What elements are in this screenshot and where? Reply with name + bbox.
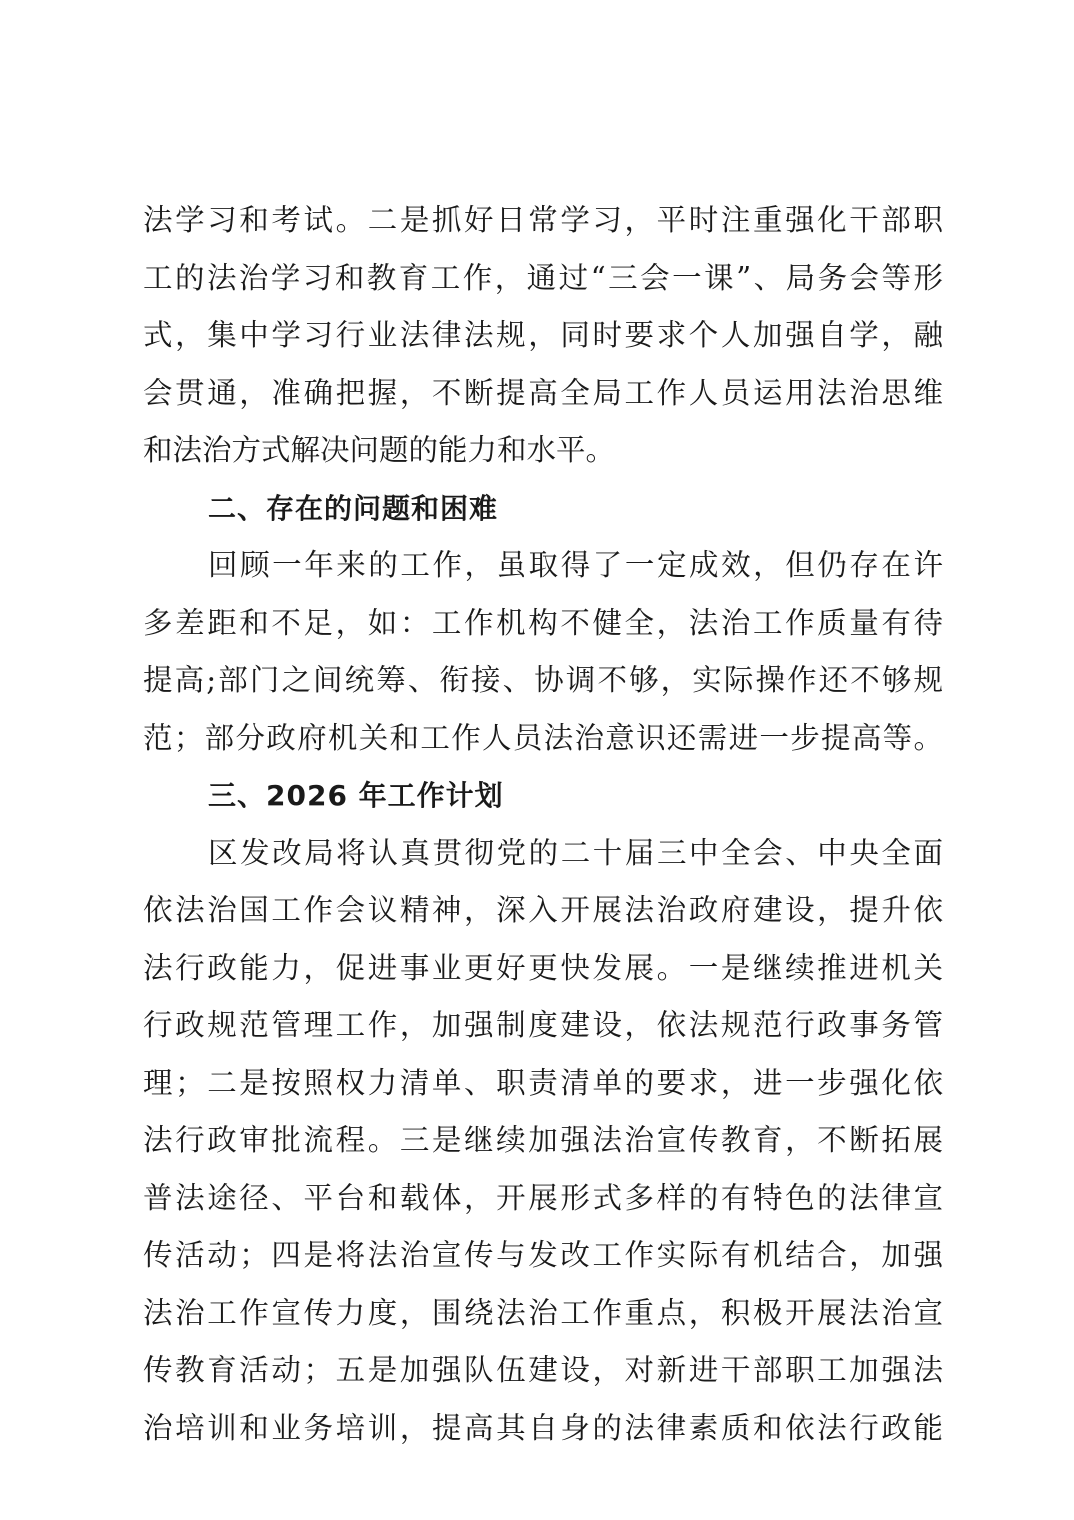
text-line: 普法途径、平台和载体，开展形式多样的有特色的法律宣: [143, 1180, 943, 1215]
text-line: 会贯通，准确把握，不断提高全局工作人员运用法治思维: [143, 375, 943, 410]
text-line: 理；二是按照权力清单、职责清单的要求，进一步强化依: [143, 1065, 943, 1100]
text-line: 法行政审批流程。三是继续加强法治宣传教育，不断拓展: [143, 1123, 943, 1157]
text-line: 治培训和业务培训，提高其自身的法律素质和依法行政能: [143, 1410, 943, 1445]
text-line: 多差距和不足，如：工作机构不健全，法治工作质量有待: [143, 605, 943, 640]
text-line: 法学习和考试。二是抓好日常学习，平时注重强化干部职: [143, 203, 943, 237]
text-line: 法行政能力，促进事业更好更快发展。一是继续推进机关: [143, 950, 943, 985]
text-line: 法治工作宣传力度，围绕法治工作重点，积极开展法治宣: [143, 1295, 943, 1330]
section-heading-plan: 三、2026 年工作计划: [208, 779, 504, 812]
text-line: 区发改局将认真贯彻党的二十届三中全会、中央全面: [208, 835, 943, 870]
section-heading-problems: 二、存在的问题和困难: [208, 491, 499, 525]
text-line: 传活动；四是将法治宣传与发改工作实际有机结合，加强: [143, 1238, 943, 1272]
paragraph-study: [143, 192, 943, 480]
text-line: 传教育活动；五是加强队伍建设，对新进干部职工加强法: [143, 1353, 943, 1387]
paragraph-plan: [143, 825, 943, 1458]
text-line: 回顾一年来的工作，虽取得了一定成效，但仍存在许: [208, 548, 943, 582]
paragraph-problems: [143, 537, 943, 767]
text-line: 行政规范管理工作，加强制度建设，依法规范行政事务管: [143, 1008, 943, 1042]
text-line: 提高;部门之间统筹、衔接、协调不够，实际操作还不够规: [143, 663, 943, 697]
document-body: [143, 192, 943, 1457]
text-line: 工的法治学习和教育工作，通过“三会一课”、局务会等形: [143, 260, 943, 295]
text-line: 式，集中学习行业法律法规，同时要求个人加强自学，融: [143, 318, 943, 352]
text-line: 范；部分政府机关和工作人员法治意识还需进一步提高等。: [143, 720, 943, 755]
text-line: 和法治方式解决问题的能力和水平。: [143, 433, 616, 467]
text-line: 依法治国工作会议精神，深入开展法治政府建设，提升依: [143, 893, 943, 927]
